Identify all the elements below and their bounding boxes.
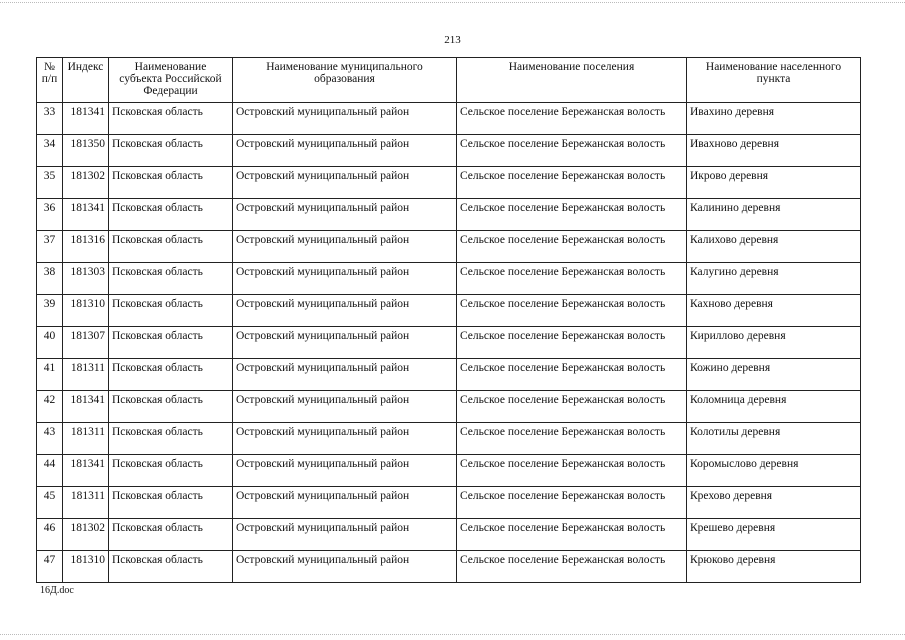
cell-index: 181311	[63, 423, 109, 455]
footer-file-name: 16Д.doc	[40, 585, 74, 596]
cell-subject: Псковская область	[109, 135, 233, 167]
table-row	[37, 551, 861, 583]
cell-locality: Колотилы деревня	[687, 423, 861, 455]
cell-subject: Псковская область	[109, 295, 233, 327]
cell-settlement: Сельское поселение Бережанская волость	[457, 359, 687, 391]
cell-subject: Псковская область	[109, 455, 233, 487]
cell-locality: Кахново деревня	[687, 295, 861, 327]
cell-subject: Псковская область	[109, 103, 233, 135]
cell-locality: Ивахново деревня	[687, 135, 861, 167]
cell-number: 36	[37, 199, 63, 231]
cell-settlement: Сельское поселение Бережанская волость	[457, 167, 687, 199]
cell-number: 33	[37, 103, 63, 135]
table-row	[37, 103, 861, 135]
cell-municipality: Островский муниципальный район	[233, 135, 457, 167]
cell-subject: Псковская область	[109, 359, 233, 391]
cell-settlement: Сельское поселение Бережанская волость	[457, 135, 687, 167]
cell-subject: Псковская область	[109, 487, 233, 519]
settlements-table	[36, 57, 861, 583]
table-row	[37, 167, 861, 199]
table-row	[37, 135, 861, 167]
cell-locality: Крешево деревня	[687, 519, 861, 551]
cell-municipality: Островский муниципальный район	[233, 231, 457, 263]
cell-settlement: Сельское поселение Бережанская волость	[457, 231, 687, 263]
cell-number: 40	[37, 327, 63, 359]
cell-number: 41	[37, 359, 63, 391]
cell-number: 34	[37, 135, 63, 167]
cell-locality: Калинино деревня	[687, 199, 861, 231]
cell-number: 39	[37, 295, 63, 327]
cell-index: 181341	[63, 103, 109, 135]
cell-number: 43	[37, 423, 63, 455]
cell-subject: Псковская область	[109, 327, 233, 359]
cell-locality: Кожино деревня	[687, 359, 861, 391]
table-row	[37, 327, 861, 359]
cell-municipality: Островский муниципальный район	[233, 167, 457, 199]
cell-number: 45	[37, 487, 63, 519]
cell-index: 181341	[63, 455, 109, 487]
header-index: Индекс	[63, 58, 109, 103]
cell-number: 46	[37, 519, 63, 551]
scan-edge-bottom	[0, 634, 905, 636]
cell-subject: Псковская область	[109, 391, 233, 423]
table-row	[37, 519, 861, 551]
cell-municipality: Островский муниципальный район	[233, 551, 457, 583]
cell-index: 181341	[63, 391, 109, 423]
cell-settlement: Сельское поселение Бережанская волость	[457, 327, 687, 359]
cell-number: 38	[37, 263, 63, 295]
cell-settlement: Сельское поселение Бережанская волость	[457, 103, 687, 135]
table-row	[37, 199, 861, 231]
cell-number: 35	[37, 167, 63, 199]
cell-number: 47	[37, 551, 63, 583]
cell-locality: Кириллово деревня	[687, 327, 861, 359]
cell-subject: Псковская область	[109, 519, 233, 551]
cell-index: 181302	[63, 167, 109, 199]
header-number: № п/п	[37, 58, 63, 103]
cell-index: 181310	[63, 295, 109, 327]
table-body	[37, 103, 861, 583]
header-locality: Наименование населенного пункта	[687, 58, 861, 103]
cell-locality: Калугино деревня	[687, 263, 861, 295]
cell-index: 181350	[63, 135, 109, 167]
header-subject: Наименование субъекта Российской Федерации	[109, 58, 233, 103]
cell-subject: Псковская область	[109, 199, 233, 231]
cell-settlement: Сельское поселение Бережанская волость	[457, 199, 687, 231]
cell-settlement: Сельское поселение Бережанская волость	[457, 455, 687, 487]
table-row	[37, 295, 861, 327]
table-row	[37, 487, 861, 519]
cell-municipality: Островский муниципальный район	[233, 327, 457, 359]
cell-subject: Псковская область	[109, 231, 233, 263]
table-row	[37, 391, 861, 423]
cell-locality: Икрово деревня	[687, 167, 861, 199]
cell-settlement: Сельское поселение Бережанская волость	[457, 551, 687, 583]
cell-settlement: Сельское поселение Бережанская волость	[457, 519, 687, 551]
cell-municipality: Островский муниципальный район	[233, 487, 457, 519]
cell-subject: Псковская область	[109, 551, 233, 583]
cell-index: 181302	[63, 519, 109, 551]
cell-number: 42	[37, 391, 63, 423]
cell-municipality: Островский муниципальный район	[233, 103, 457, 135]
page-number: 213	[444, 34, 461, 46]
cell-locality: Калихово деревня	[687, 231, 861, 263]
cell-index: 181307	[63, 327, 109, 359]
cell-municipality: Островский муниципальный район	[233, 359, 457, 391]
cell-locality: Коромыслово деревня	[687, 455, 861, 487]
cell-settlement: Сельское поселение Бережанская волость	[457, 423, 687, 455]
cell-settlement: Сельское поселение Бережанская волость	[457, 487, 687, 519]
table-header	[37, 58, 861, 103]
cell-municipality: Островский муниципальный район	[233, 263, 457, 295]
cell-municipality: Островский муниципальный район	[233, 423, 457, 455]
cell-index: 181310	[63, 551, 109, 583]
cell-settlement: Сельское поселение Бережанская волость	[457, 295, 687, 327]
table-row	[37, 423, 861, 455]
cell-municipality: Островский муниципальный район	[233, 391, 457, 423]
scan-edge-top	[0, 2, 905, 4]
table-row	[37, 231, 861, 263]
table-row	[37, 455, 861, 487]
cell-locality: Крехово деревня	[687, 487, 861, 519]
cell-number: 37	[37, 231, 63, 263]
header-municipality: Наименование муниципального образования	[233, 58, 457, 103]
cell-municipality: Островский муниципальный район	[233, 199, 457, 231]
cell-municipality: Островский муниципальный район	[233, 455, 457, 487]
table-row	[37, 359, 861, 391]
header-row	[37, 58, 861, 103]
cell-settlement: Сельское поселение Бережанская волость	[457, 263, 687, 295]
cell-locality: Коломница деревня	[687, 391, 861, 423]
cell-subject: Псковская область	[109, 423, 233, 455]
table-row	[37, 263, 861, 295]
cell-municipality: Островский муниципальный район	[233, 295, 457, 327]
header-settlement: Наименование поселения	[457, 58, 687, 103]
cell-index: 181303	[63, 263, 109, 295]
cell-index: 181341	[63, 199, 109, 231]
cell-number: 44	[37, 455, 63, 487]
cell-locality: Крюково деревня	[687, 551, 861, 583]
cell-index: 181316	[63, 231, 109, 263]
cell-settlement: Сельское поселение Бережанская волость	[457, 391, 687, 423]
cell-municipality: Островский муниципальный район	[233, 519, 457, 551]
cell-index: 181311	[63, 359, 109, 391]
cell-subject: Псковская область	[109, 263, 233, 295]
cell-index: 181311	[63, 487, 109, 519]
cell-locality: Ивахино деревня	[687, 103, 861, 135]
cell-subject: Псковская область	[109, 167, 233, 199]
